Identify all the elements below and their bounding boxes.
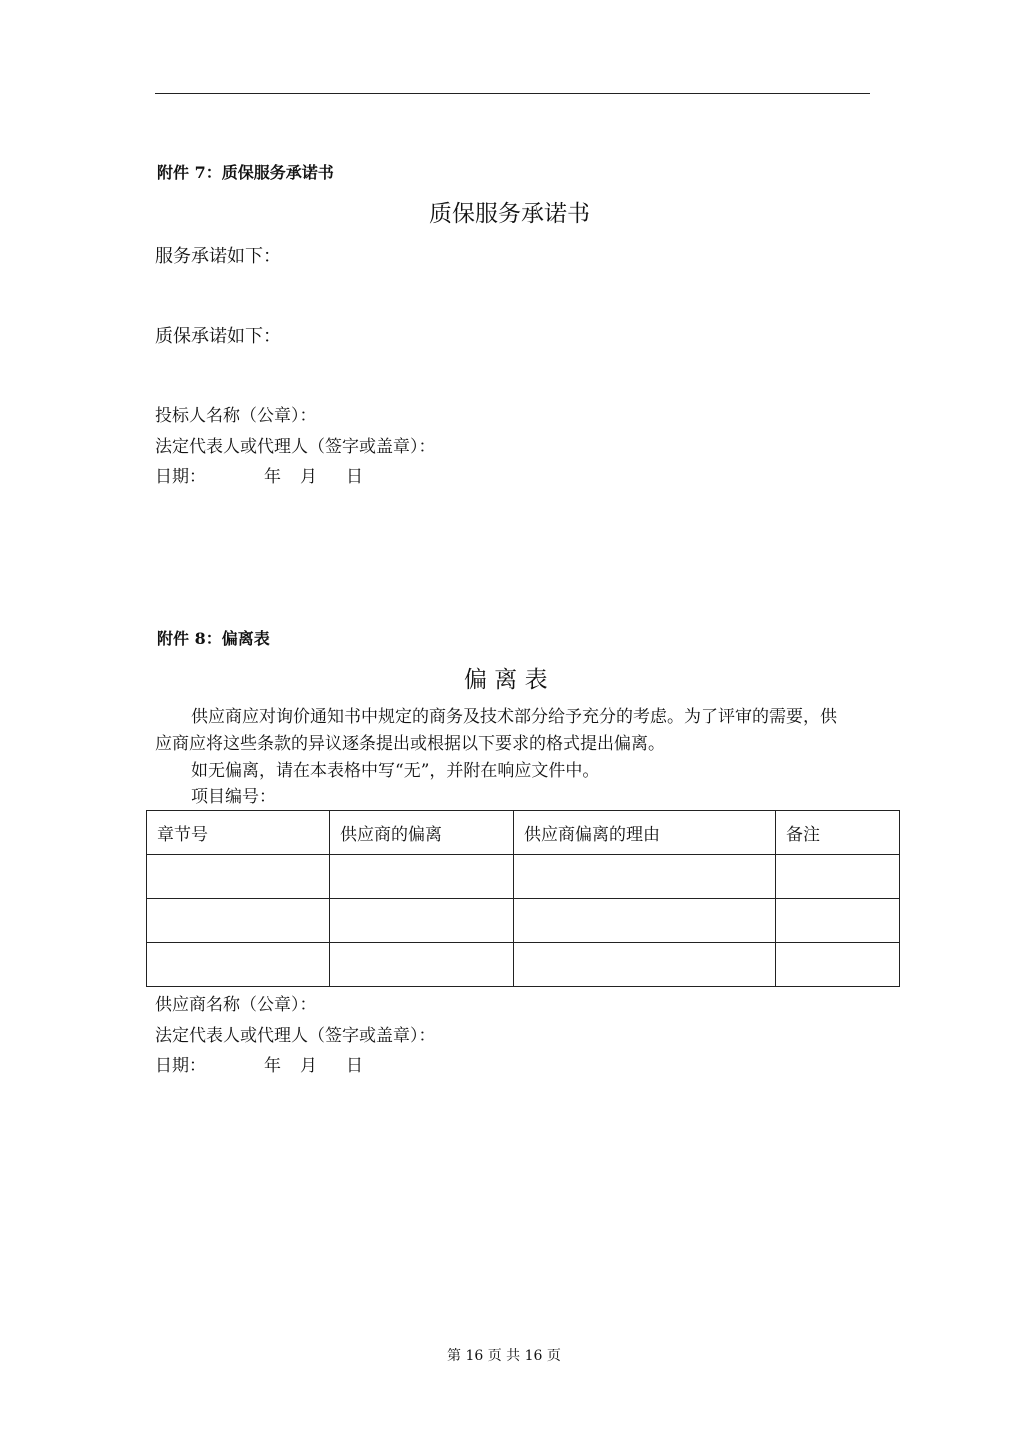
date-day: 日 (346, 1056, 363, 1076)
date-month: 月 (300, 467, 317, 487)
no-deviation-note: 如无偏离，请在本表格中写“无”，并附在响应文件中。 (191, 761, 600, 781)
warranty-promise-text: 质保承诺如下： (155, 326, 281, 347)
table-cell (776, 899, 900, 943)
date-year: 年 (264, 1056, 281, 1076)
table-cell (330, 943, 514, 987)
project-number-label: 项目编号： (191, 787, 276, 807)
service-promise-text: 服务承诺如下： (155, 246, 281, 267)
table-cell (147, 943, 330, 987)
table-cell (147, 855, 330, 899)
bidder-name-label: 投标人名称（公章）： (155, 406, 317, 426)
table-cell (147, 899, 330, 943)
supplier-name-label: 供应商名称（公章）： (155, 995, 317, 1015)
attachment7-label: 附件 7：质保服务承诺书 (157, 163, 334, 182)
instruction-line2: 应商应将这些条款的异议逐条提出或根据以下要求的格式提出偏离。 (155, 734, 665, 754)
table-cell (330, 899, 514, 943)
date-month: 月 (300, 1056, 317, 1076)
legal-rep-label-2: 法定代表人或代理人（签字或盖章）： (155, 1026, 436, 1046)
attachment8-label: 附件 8：偏离表 (157, 629, 270, 648)
date-year: 年 (264, 467, 281, 487)
date-label: 日期： (155, 467, 206, 487)
table-cell (330, 855, 514, 899)
attachment7-date-line (155, 465, 415, 489)
header-deviation: 供应商的偏离 (330, 811, 514, 855)
table-row (147, 943, 900, 987)
header-section-no: 章节号 (147, 811, 330, 855)
deviation-table (146, 810, 900, 987)
date-label: 日期： (155, 1056, 206, 1076)
header-rule (155, 93, 870, 94)
attachment7-title: 质保服务承诺书 (429, 201, 590, 227)
table-header-row (147, 811, 900, 855)
table-row (147, 855, 900, 899)
table-cell (514, 899, 776, 943)
legal-rep-label: 法定代表人或代理人（签字或盖章）： (155, 437, 436, 457)
table-cell (514, 943, 776, 987)
header-deviation-reason: 供应商偏离的理由 (514, 811, 776, 855)
table-cell (776, 855, 900, 899)
header-remarks: 备注 (776, 811, 900, 855)
table-cell (776, 943, 900, 987)
page-footer: 第 16 页 共 16 页 (447, 1348, 561, 1364)
table-cell (514, 855, 776, 899)
instruction-line1: 供应商应对询价通知书中规定的商务及技术部分给予充分的考虑。为了评审的需要，供 (191, 707, 837, 727)
table-row (147, 899, 900, 943)
attachment8-date-line (155, 1054, 415, 1078)
date-day: 日 (346, 467, 363, 487)
attachment8-title: 偏 离 表 (464, 667, 548, 693)
